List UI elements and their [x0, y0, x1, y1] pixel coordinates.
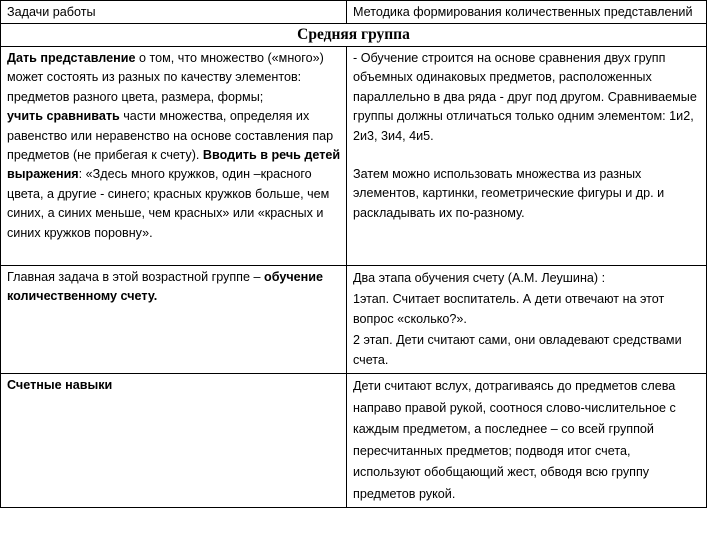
row1-text-1: о том, что множество («много») может состоять из разных по качеству элементов: предметов разного цвета, размера, формы; — [7, 51, 324, 104]
table-row — [1, 374, 707, 508]
row1-bold-2: учить сравнивать — [7, 109, 120, 124]
row2-bold-1: обучение количественному счету. — [7, 270, 323, 304]
row1-bold-3: Вводить в речь детей выражения — [7, 148, 341, 182]
row1-method-para-1: - Обучение строится на основе сравнения двух групп объемных одинаковых предметов, расположенных параллельно в два ряда - друг под другом. Сравниваемые группы должны отличаться только одним элементом: 1и2, 2и3, 3и4, 4и5. — [353, 51, 697, 143]
row2-method-cell — [347, 266, 707, 374]
row2-method-para-1: Два этапа обучения счету (А.М. Леушина) : — [353, 271, 606, 285]
header-methodology: Методика формирования количественных представлений — [347, 1, 707, 24]
row3-method-cell: Дети считают вслух, дотрагиваясь до предметов слева направо правой рукой, соотнося слово-числительное с каждым предметом, а последнее – со всей группой пересчитанных предметов; подводя итог счета, используют обобщающий жест, обводя всю группу предметов рукой. — [347, 374, 707, 508]
table-row — [1, 266, 707, 374]
table-row — [1, 47, 707, 266]
group-row — [1, 24, 707, 47]
row1-method-para-2: Затем можно использовать множества из разных элементов, картинки, геометрические фигуры и др. и раскладывать их по-разному. — [353, 167, 665, 220]
row1-text-3: : «Здесь много кружков, один –красного цвета, а другие - синего; красных кружков больше, чем синих, а синих меньше, чем красных» или «красных и синих кружков поровну». — [7, 167, 330, 240]
row1-method-cell — [347, 47, 707, 266]
row2-method-para-3: 2 этап. Дети считают сами, они овладевают средствами счета. — [353, 332, 682, 367]
header-tasks: Задачи работы — [1, 1, 347, 24]
row2-text-1: Главная задача в этой возрастной группе – — [7, 270, 265, 284]
row3-tasks-cell: Счетные навыки — [1, 374, 347, 508]
row2-tasks-cell — [1, 266, 347, 374]
row2-method-para-2: 1этап. Считает воспитатель. А дети отвечают на этот вопрос «сколько?». — [353, 291, 665, 326]
row1-tasks-cell — [1, 47, 347, 266]
group-title: Средняя группа — [1, 24, 707, 47]
header-row — [1, 1, 707, 24]
row1-bold-1: Дать представление — [7, 51, 136, 65]
row1-text-2: части множества, определяя их равенство или неравенство на основе составления пар предметов (не прибегая к счету). — [7, 109, 334, 163]
paragraph-gap — [353, 146, 701, 165]
